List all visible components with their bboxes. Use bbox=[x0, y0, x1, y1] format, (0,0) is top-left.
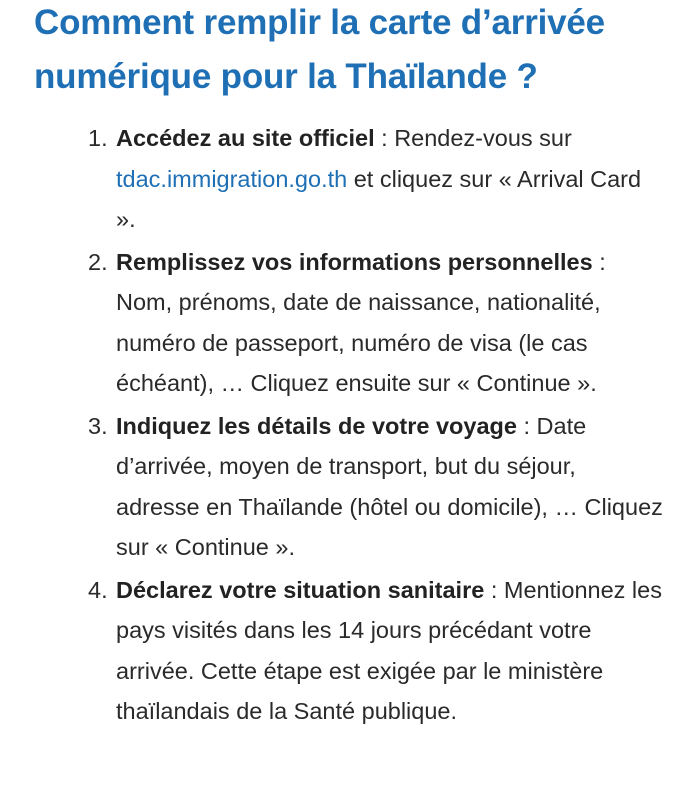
step-heading: Accédez au site officiel bbox=[116, 125, 375, 151]
step-heading: Indiquez les détails de votre voyage bbox=[116, 412, 517, 439]
page-title: Comment remplir la carte d’arrivée numérique pour la Thaïlande ? bbox=[34, 3, 605, 96]
step-heading: Déclarez votre situation sanitaire bbox=[116, 576, 485, 603]
step-text: Mentionnez les pays visités dans les 14 jours précédant votre arrivée. Cette étape est exigée par le ministère thaïlandais de la Santé publique. bbox=[116, 576, 662, 724]
step-separator: : bbox=[484, 576, 504, 603]
list-item bbox=[0, 242, 694, 404]
step-number: 4. bbox=[88, 576, 108, 603]
step-text: et cliquez sur « Arrival Card ». bbox=[116, 165, 642, 232]
step-separator: : bbox=[374, 125, 395, 151]
tdac-site-link[interactable]: tdac.immigration.go.th bbox=[116, 165, 348, 192]
list-item bbox=[0, 118, 694, 240]
step-text: Nom, prénoms, date de naissance, nationalité, numéro de passeport, numéro de visa (le cas échéant), … Cliquez ensuite sur « Continue ». bbox=[116, 289, 601, 396]
list-item bbox=[0, 570, 694, 732]
step-number: 2. bbox=[88, 248, 108, 275]
steps-list bbox=[0, 118, 694, 734]
step-separator: : bbox=[592, 248, 606, 275]
step-text: Date d’arrivée, moyen de transport, but du séjour, adresse en Thaïlande (hôtel ou domicile), … Cliquez sur « Continue ». bbox=[116, 412, 663, 560]
step-heading: Remplissez vos informations personnelles bbox=[116, 248, 593, 275]
list-item bbox=[0, 406, 694, 568]
step-number: 1. bbox=[88, 125, 108, 151]
step-text: Rendez-vous sur bbox=[394, 125, 572, 151]
step-separator: : bbox=[516, 412, 537, 439]
step-number: 3. bbox=[88, 412, 108, 439]
